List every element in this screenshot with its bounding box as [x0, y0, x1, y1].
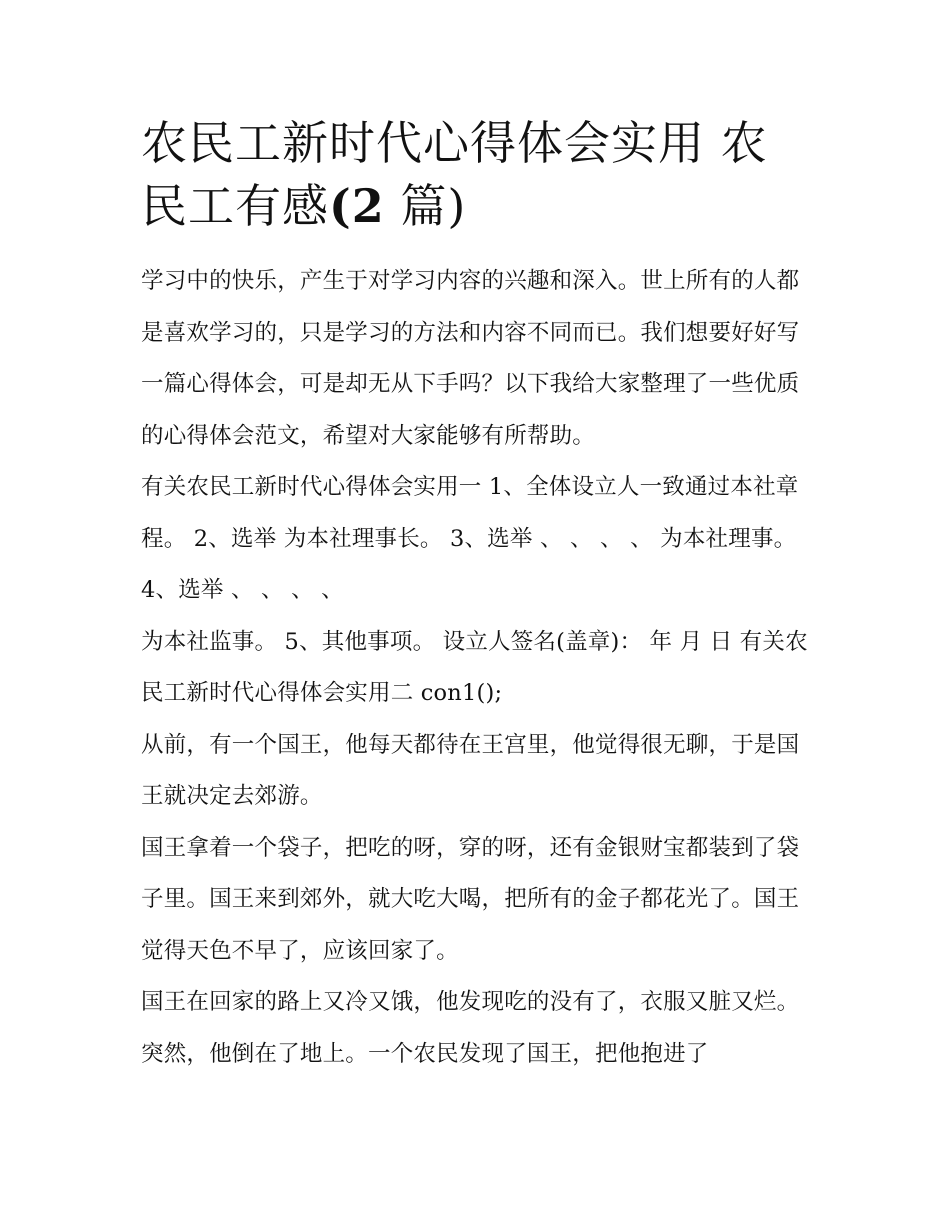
title-count: (2 — [329, 179, 385, 233]
paragraph-story-trip: 国王拿着一个袋子，把吃的呀，穿的呀，还有金银财宝都装到了袋子里。国王来到郊外，就大吃大喝，把所有的金子都花光了。国王觉得天色不早了，应该回家了。 — [141, 834, 800, 964]
paragraph-intro: 学习中的快乐，产生于对学习内容的兴趣和深入。世上所有的人都是喜欢学习的，只是学习的方法和内容不同而已。我们想要好好写一篇心得体会，可是却无从下手吗？以下我给大家整理了一些优质的心得体会范文，希望对大家能够有所帮助。 — [141, 268, 800, 449]
paragraph-story-return: 国王在回家的路上又冷又饿，他发现吃的没有了，衣服又脏又烂。突然，他倒在了地上。一个农民发现了国王，把他抱进了 — [141, 989, 800, 1067]
document-title — [141, 112, 813, 238]
paragraph-article-one: 有关农民工新时代心得体会实用一 1、全体设立人一致通过本社章程。 2、选举 为本社理事长。 3、选举 、 、 、 、 为本社理事。 4、选举 、 、 、 、 — [141, 474, 799, 603]
title-suffix: 篇) — [400, 179, 467, 233]
paragraph-supervisors: 为本社监事。 5、其他事项。 设立人签名(盖章)： 年 月 日 有关农民工新时代心得体会实用二 con1(); — [141, 628, 808, 706]
title-text: 农民工新时代心得体会实用 农民工有感 — [141, 116, 768, 233]
document-body — [141, 112, 813, 1080]
paragraph-story-start: 从前，有一个国王，他每天都待在王宫里，他觉得很无聊，于是国王就决定去郊游。 — [141, 731, 800, 809]
